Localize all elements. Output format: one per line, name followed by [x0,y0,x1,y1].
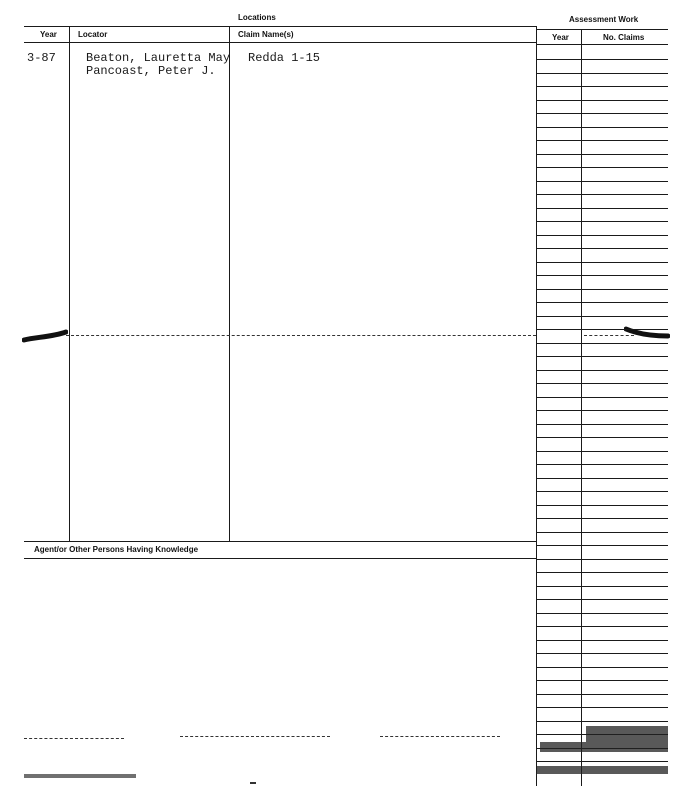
agent-section-top-rule [24,541,536,542]
claim-divider [229,26,230,541]
entry-year: 3-87 [27,51,56,65]
locator-divider [69,26,70,541]
scan-noise-line-1 [24,738,124,739]
scan-noise-speck [250,782,256,784]
agent-section-bottom-rule [24,558,536,559]
binder-mark-left [22,328,68,344]
locator-column-header: Locator [78,30,108,39]
header-bottom-rule [24,42,536,43]
assessment-work-header: Assessment Work [569,15,639,24]
entry-claim-name: Redda 1-15 [248,51,321,65]
scan-noise-line-2 [180,736,330,737]
aw-year-column-header: Year [552,33,569,42]
agent-label: Agent/or Other Persons Having Knowledge [34,545,199,554]
claim-names-column-header: Claim Name(s) [238,30,294,39]
locations-header: Locations [238,13,276,22]
fold-line [66,335,536,336]
header-top-rule [24,26,536,27]
entry-locator-2: Pancoast, Peter J. [86,64,216,78]
scan-noise-smudge [24,774,136,778]
assessment-work-rows [536,0,670,790]
scan-noise-line-3 [380,736,500,737]
aw-no-claims-column-header: No. Claims [603,33,645,42]
year-column-header: Year [40,30,57,39]
entry-locator-1: Beaton, Lauretta May [86,51,231,65]
